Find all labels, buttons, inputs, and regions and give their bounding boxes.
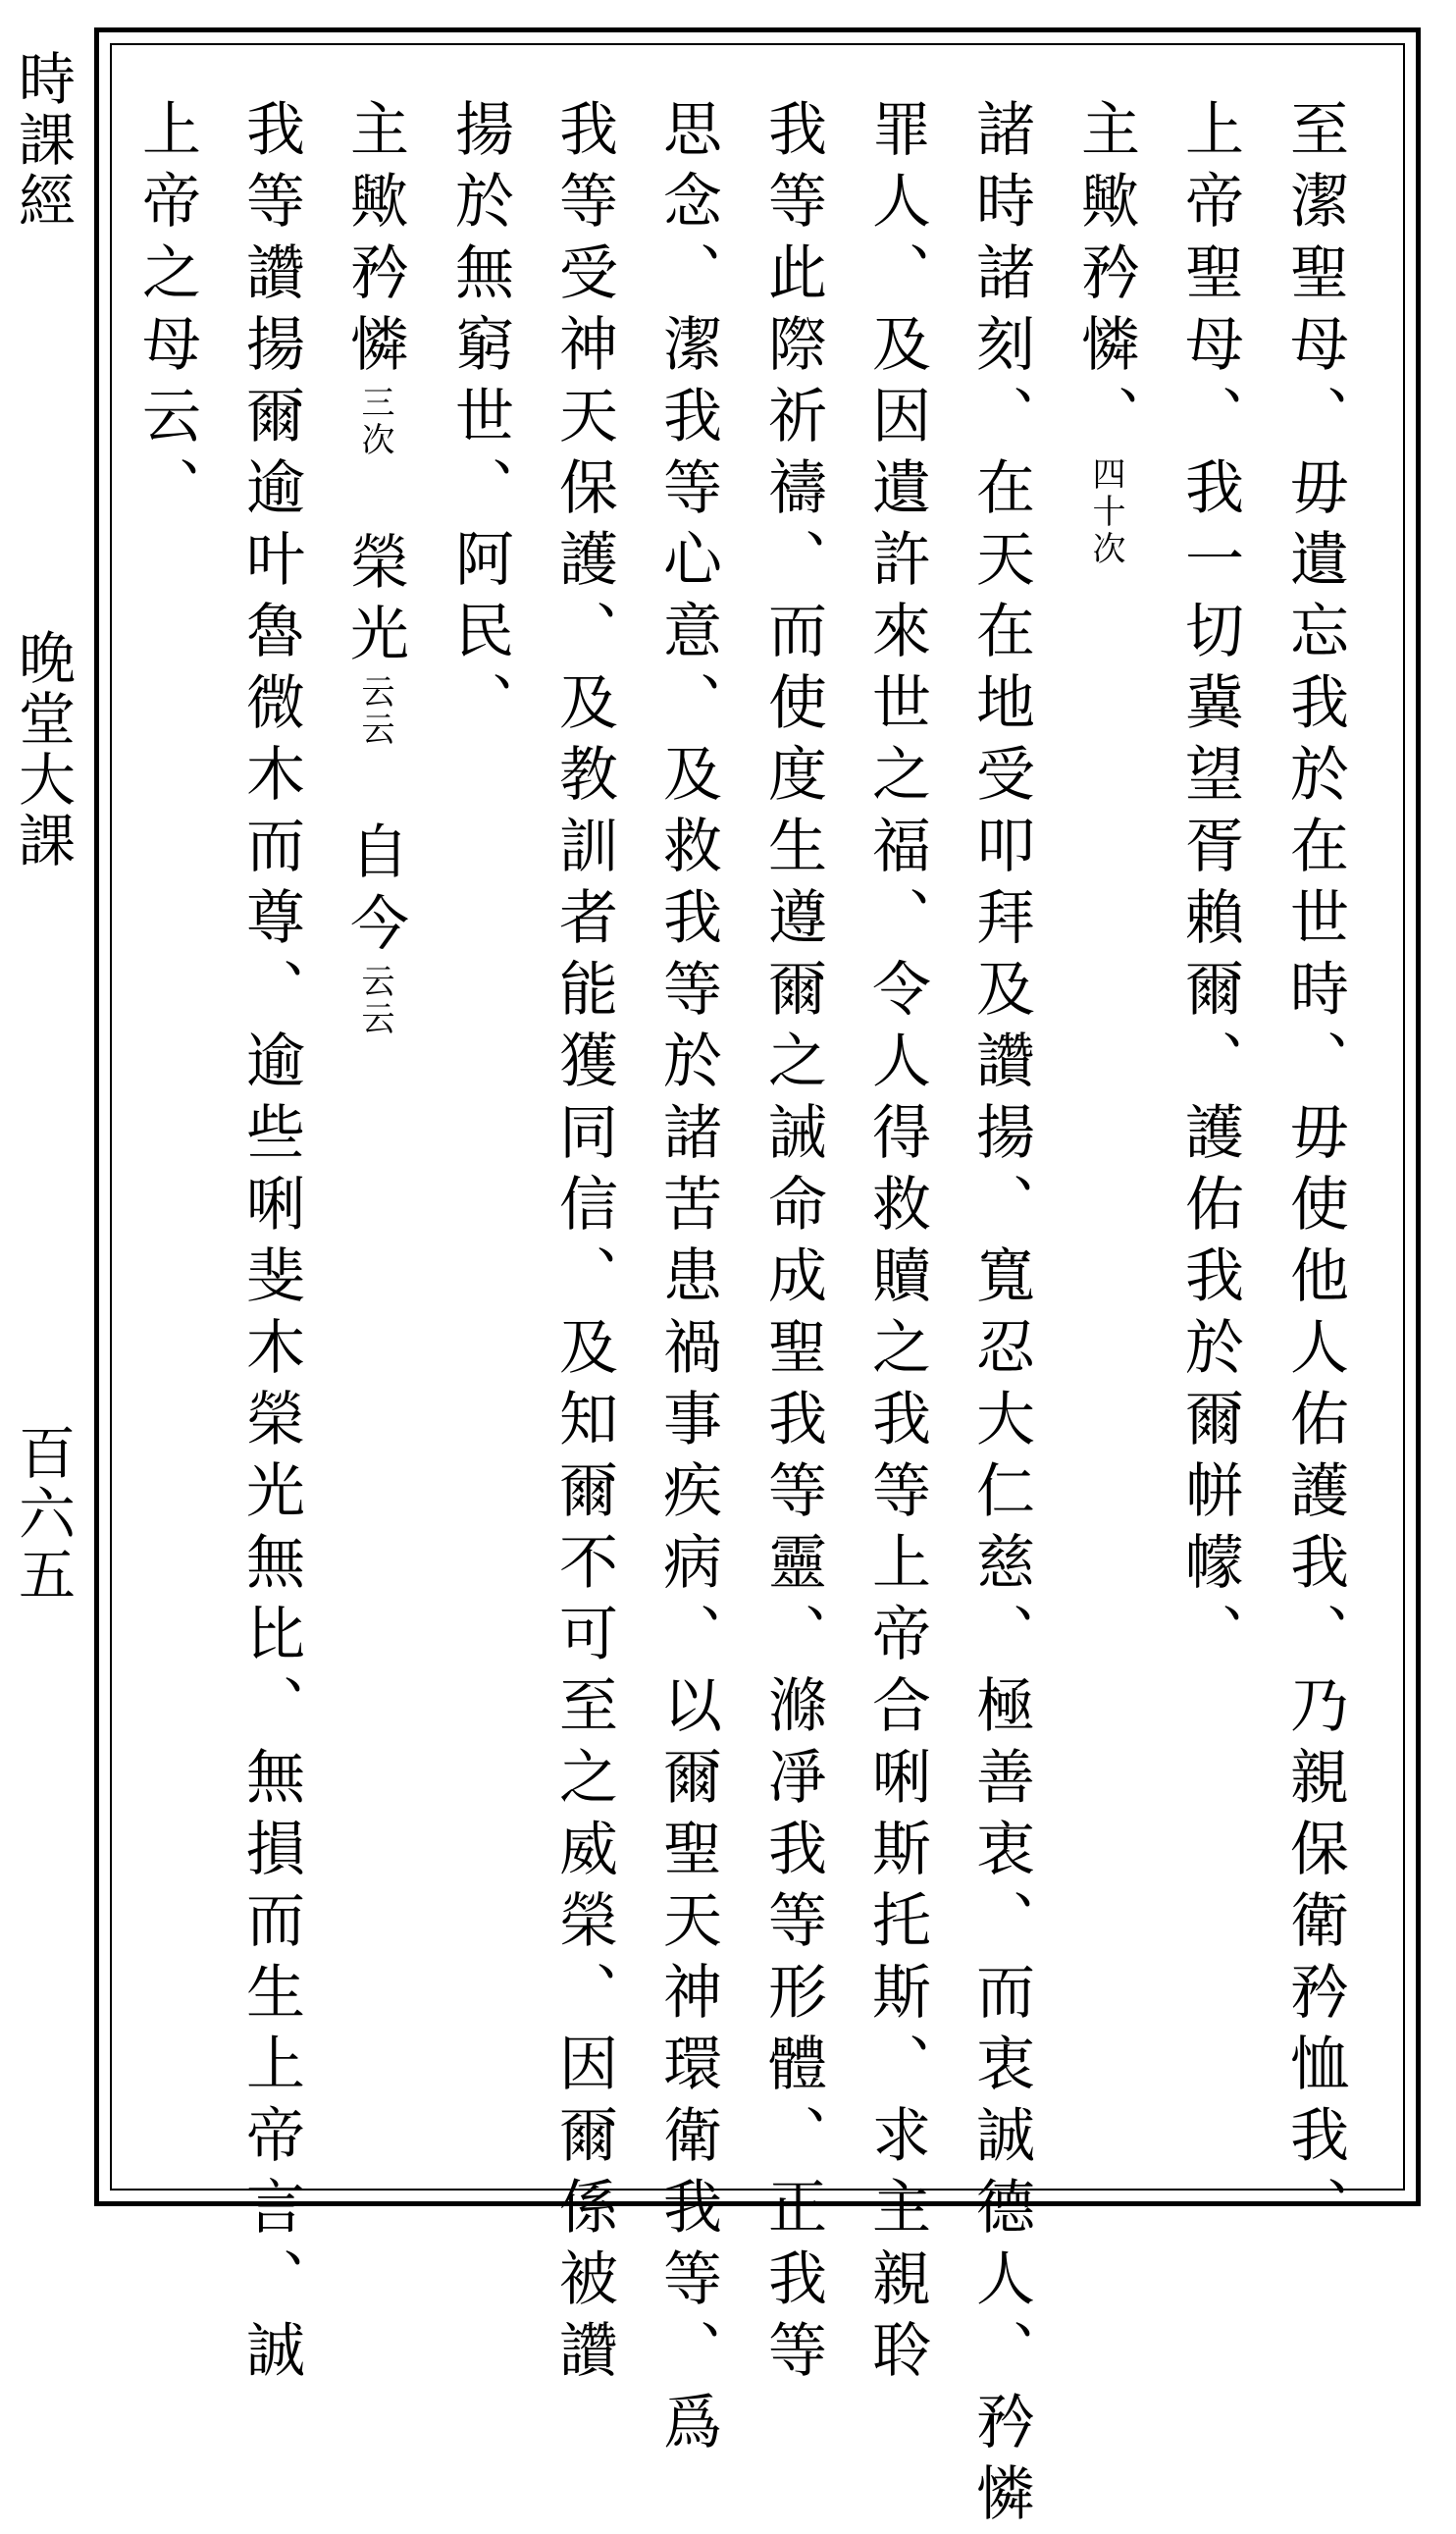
annotation-note: 云云 [355, 674, 394, 749]
text-run: 諸時諸刻、在天在地受叩拜及讚揚、寬忍大仁慈、極善衷、而衷誠德人、矜憐 [966, 98, 1035, 2534]
text-column-5 [858, 98, 936, 2391]
text-run: 我等此際祈禱、而使度生遵爾之誡命成聖我等靈、滌凈我等形體、正我等 [758, 98, 827, 2391]
text-column-12 [128, 98, 206, 528]
text-run: 揚於無窮世、阿民、 [445, 98, 514, 743]
text-run: 至潔聖母、毋遺忘我於在世時、毋使他人佑護我、乃親保衛矜恤我、 [1280, 98, 1349, 2247]
annotation-note: 四十次 [1086, 456, 1125, 568]
text-run: 罪人、及因遺許來世之福、令人得救贖之我等上帝合唎斯托斯、求主親聆 [862, 98, 931, 2391]
text-run: 思念、潔我等心意、及救我等於諸苦患禍事疾病、以爾聖天神環衛我等、爲 [653, 98, 722, 2462]
text-run: 主歟矜憐 [340, 98, 409, 385]
text-run: 上帝聖母、我一切冀望胥賴爾、護佑我於爾帡幪、 [1175, 98, 1244, 1674]
text-column-8 [545, 98, 623, 2391]
text-column-9 [441, 98, 519, 743]
text-column-4 [962, 98, 1040, 2534]
text-run: 上帝之母云、 [132, 98, 201, 528]
text-column-1 [1275, 98, 1354, 2247]
text-column-11 [232, 98, 310, 2391]
margin-page-number: 百六五 [9, 1423, 76, 1606]
text-column-3 [1066, 98, 1145, 568]
text-run: 我等受神天保護、及教訓者能獲同信、及知爾不可至之威榮、因爾係被讚 [549, 98, 618, 2391]
text-column-10 [336, 98, 414, 1038]
margin-section-title: 晚堂大課 [9, 628, 76, 871]
text-run: 主歟矜憐、 [1071, 98, 1140, 456]
text-run: 榮光 [340, 459, 409, 674]
text-column-2 [1170, 98, 1249, 1674]
text-column-6 [754, 98, 832, 2391]
annotation-note: 三次 [355, 385, 394, 459]
margin-book-title: 時課經 [9, 49, 76, 232]
annotation-note: 云云 [355, 964, 394, 1038]
text-run: 我等讚揚爾逾叶魯微木而尊、逾些唎斐木榮光無比、無損而生上帝言、誠 [236, 98, 305, 2391]
text-run: 自今 [340, 749, 409, 964]
text-column-7 [649, 98, 727, 2462]
